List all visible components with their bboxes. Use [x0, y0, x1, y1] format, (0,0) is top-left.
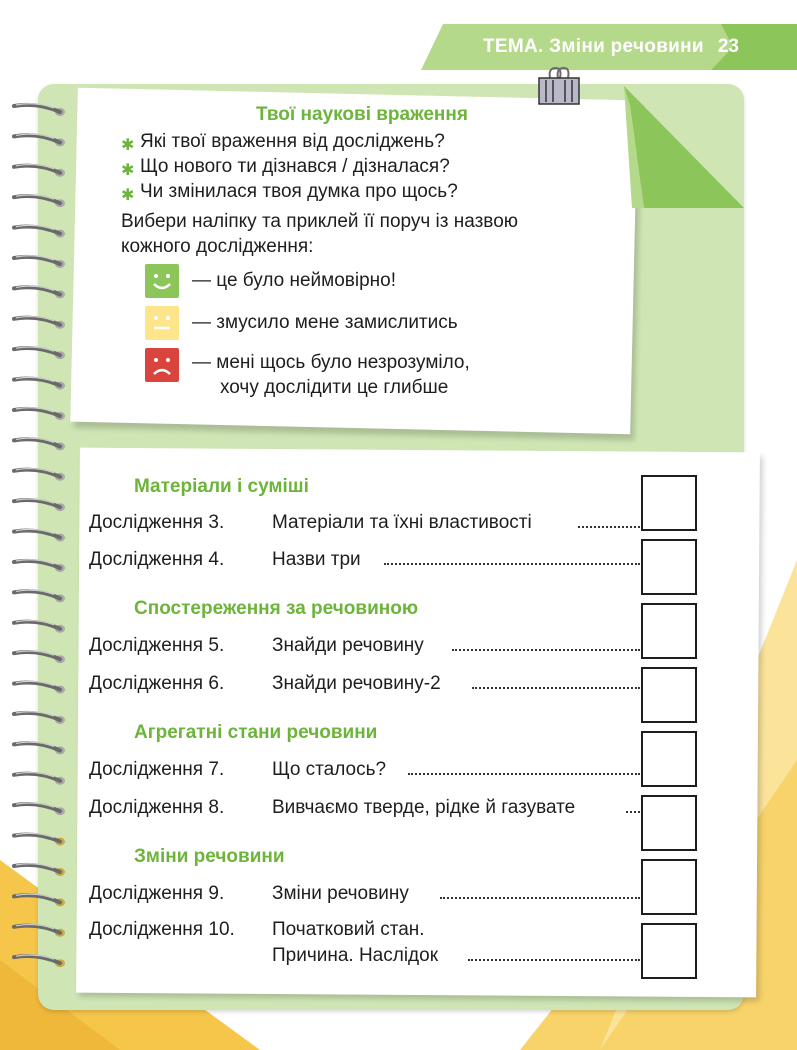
sticker-box[interactable] [641, 539, 697, 595]
header-title: ТЕМА. Зміни речовини [483, 36, 704, 57]
spiral-ring [14, 895, 60, 902]
dotted-leader [472, 687, 640, 689]
binder-clip-icon [536, 66, 582, 108]
spiral-ring [14, 166, 60, 173]
spiral-ring [14, 652, 60, 659]
legend-text-3: — мені щось було незрозуміло, [192, 352, 470, 373]
page-number: 23 [717, 36, 739, 57]
investigation-label: Дослідження 8. [89, 797, 225, 818]
sticker-box[interactable] [641, 731, 697, 787]
spiral-ring [14, 196, 60, 203]
spiral-ring [14, 348, 60, 355]
section-title: Агрегатні стани речовини [134, 722, 378, 743]
spiral-ring [14, 622, 60, 629]
legend-text-3b: хочу дослідити це глибше [220, 377, 449, 398]
instruction-line-2: кожного дослідження: [121, 236, 314, 257]
question-1: Які твої враження від досліджень? [140, 131, 445, 152]
dotted-leader [626, 811, 640, 813]
section-title: Матеріали і суміші [134, 476, 309, 497]
question-3: Чи змінилася твоя думка про щось? [140, 181, 458, 202]
dotted-leader [440, 897, 640, 899]
sticker-box[interactable] [641, 603, 697, 659]
investigation-name: Назви три [272, 549, 361, 570]
sticker-box[interactable] [641, 923, 697, 979]
sad-sticker-icon [145, 348, 179, 382]
neutral-sticker-icon [145, 306, 179, 340]
spiral-ring [14, 287, 60, 294]
spiral-ring [14, 105, 60, 112]
spiral-ring [14, 226, 60, 233]
spiral-ring [14, 318, 60, 325]
spiral-ring [14, 530, 60, 537]
spiral-ring [14, 713, 60, 720]
investigation-label: Дослідження 4. [89, 549, 225, 570]
spiral-ring [14, 257, 60, 264]
sticker-box[interactable] [641, 795, 697, 851]
spiral-ring [14, 743, 60, 750]
spiral-ring [14, 470, 60, 477]
investigation-name-line2: Причина. Наслідок [272, 945, 439, 966]
spiral-ring [14, 682, 60, 689]
sticker-box[interactable] [641, 859, 697, 915]
investigation-name: Зміни речовину [272, 883, 409, 904]
question-2: Що нового ти дізнався / дізналася? [140, 156, 450, 177]
investigation-name: Знайди речовину [272, 635, 424, 656]
dotted-leader [578, 526, 640, 528]
spiral-ring [14, 926, 60, 933]
dotted-leader [452, 649, 640, 651]
spiral-ring [14, 439, 60, 446]
legend-text-2: — змусило мене замислитись [192, 312, 458, 333]
spiral-binding [8, 92, 74, 992]
impressions-title: Твої наукові враження [256, 104, 468, 125]
header-tab [421, 24, 797, 70]
investigation-name: Матеріали та їхні властивості [272, 512, 532, 533]
investigation-name: Що сталось? [272, 759, 387, 780]
folded-corner [624, 86, 746, 214]
investigation-label: Дослідження 7. [89, 759, 225, 780]
smile-sticker-icon [145, 264, 179, 298]
investigation-label: Дослідження 10. [89, 919, 235, 940]
spiral-ring [14, 135, 60, 142]
spiral-ring [14, 591, 60, 598]
investigation-name: Знайди речовину-2 [272, 673, 441, 694]
sticker-box[interactable] [641, 667, 697, 723]
section-title: Спостереження за речовиною [134, 598, 419, 619]
spiral-ring [14, 956, 60, 963]
instruction-line-1: Вибери наліпку та приклей її поруч із назвою [121, 211, 519, 232]
spiral-ring [14, 409, 60, 416]
bullet-star-icon: ✱ [121, 162, 135, 179]
investigation-name: Вивчаємо тверде, рідке й газувате [272, 797, 576, 818]
spiral-ring [14, 804, 60, 811]
spiral-ring [14, 834, 60, 841]
investigation-label: Дослідження 6. [89, 673, 225, 694]
investigation-label: Дослідження 5. [89, 635, 225, 656]
dotted-leader [408, 773, 640, 775]
legend-text-1: — це було неймовірно! [192, 270, 397, 291]
sticker-box[interactable] [641, 475, 697, 531]
investigation-label: Дослідження 9. [89, 883, 225, 904]
dotted-leader [384, 563, 640, 565]
spiral-ring [14, 561, 60, 568]
bullet-star-icon: ✱ [121, 187, 135, 204]
dotted-leader [468, 959, 640, 961]
spiral-ring [14, 378, 60, 385]
bullet-star-icon: ✱ [121, 137, 135, 154]
spiral-ring [14, 500, 60, 507]
spiral-ring [14, 865, 60, 872]
section-title: Зміни речовини [134, 846, 285, 867]
investigation-name: Початковий стан. [272, 919, 425, 940]
investigation-label: Дослідження 3. [89, 512, 225, 533]
spiral-ring [14, 774, 60, 781]
